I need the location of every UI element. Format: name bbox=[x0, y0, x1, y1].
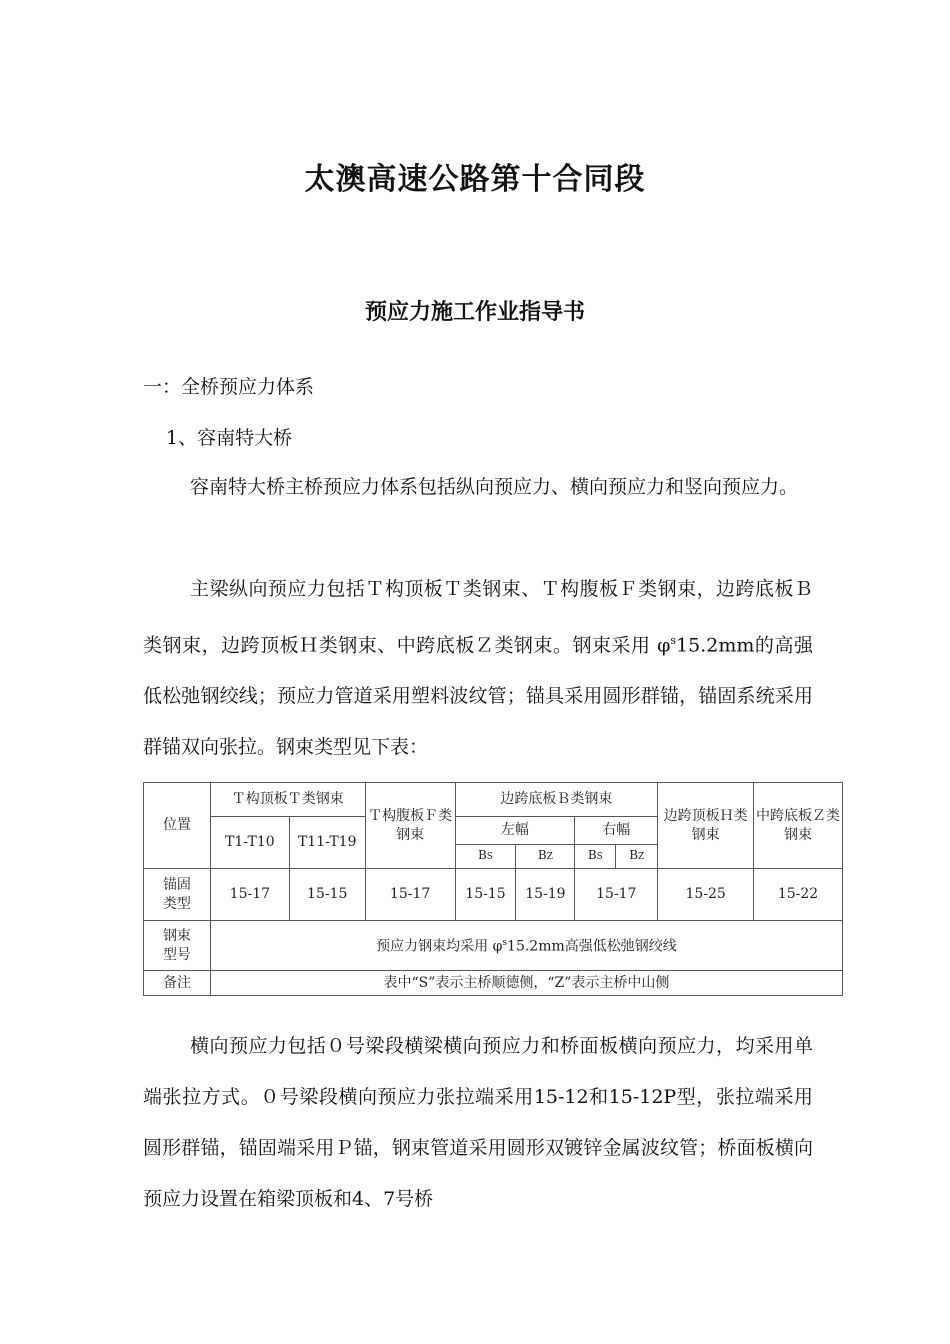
header-f-tendon: Ｔ构腹板Ｆ类钢束 bbox=[365, 783, 455, 869]
row-label-anchor bbox=[144, 869, 211, 921]
paragraph-2-text-b: 15.2mm的高强低松弛钢绞线；预应力管道采用塑料波纹管；锚具采用圆形群锚，锚固系统采用群锚双向张拉。钢束类型见下表： bbox=[143, 634, 813, 759]
header-h-tendon: 边跨顶板Ｈ类钢束 bbox=[658, 783, 754, 869]
bs-subscript: S bbox=[486, 852, 493, 862]
document-subtitle: 预应力施工作业指导书 bbox=[364, 300, 585, 325]
cell-left-bz: 15-19 bbox=[516, 869, 575, 921]
header-right-bz bbox=[616, 845, 658, 869]
row-label-model-text: 钢束型号 bbox=[162, 927, 191, 963]
header-b-group: 边跨底板Ｂ类钢束 bbox=[455, 783, 658, 817]
cell-left-bs: 15-15 bbox=[455, 869, 516, 921]
header-z-tendon: 中跨底板Ｚ类钢束 bbox=[754, 783, 843, 869]
header-right-bs bbox=[575, 845, 616, 869]
cell-t1: 15-17 bbox=[210, 869, 289, 921]
cell-h: 15-25 bbox=[658, 869, 754, 921]
row-label-model bbox=[144, 921, 211, 971]
model-text-a: 预应力钢束均采用 φ bbox=[376, 938, 503, 955]
model-superscript: s bbox=[502, 938, 508, 949]
cell-model bbox=[210, 921, 842, 971]
cell-right: 15-17 bbox=[575, 869, 658, 921]
row-label-anchor-text: 锚固类型 bbox=[162, 876, 191, 912]
document-title: 太澳高速公路第十合同段 bbox=[304, 162, 646, 197]
bz-base: B bbox=[629, 848, 639, 862]
paragraph-1: 容南特大桥主桥预应力体系包括纵向预应力、横向预应力和竖向预应力。 bbox=[190, 476, 799, 498]
bz-base: B bbox=[537, 848, 547, 862]
bs-subscript: S bbox=[596, 852, 603, 862]
tendon-type-table bbox=[143, 782, 843, 996]
bz-subscript: Z bbox=[546, 852, 553, 862]
paragraph-2-text-a: 主梁纵向预应力包括Ｔ构顶板Ｔ类钢束、Ｔ构腹板Ｆ类钢束，边跨底板Ｂ类钢束，边跨顶板Ｈ类钢束、中跨底板Ｚ类钢束。钢束采用 φ bbox=[143, 578, 813, 657]
header-t11-t19: T11-T19 bbox=[289, 817, 365, 869]
paragraph-2-superscript: s bbox=[670, 634, 677, 647]
cell-t2: 15-15 bbox=[289, 869, 365, 921]
header-position: 位置 bbox=[144, 783, 211, 869]
section-heading: 一：全桥预应力体系 bbox=[143, 376, 315, 398]
bz-subscript: Z bbox=[638, 852, 645, 862]
paragraph-3: 横向预应力包括０号梁段横梁横向预应力和桥面板横向预应力，均采用单端张拉方式。０号梁段横向预应力张拉端采用15-12和15-12P型，张拉端采用圆形群锚，锚固端采用Ｐ锚，钢束管道采用圆形双镀锌金属波纹管；桥面板横向预应力设置在箱梁顶板和4、7号桥 bbox=[143, 1035, 813, 1210]
bs-base: B bbox=[477, 848, 487, 862]
cell-note: 表中“S”表示主桥顺德侧，“Z”表示主桥中山侧 bbox=[210, 971, 842, 996]
header-left-side: 左幅 bbox=[455, 817, 575, 845]
cell-z: 15-22 bbox=[754, 869, 843, 921]
header-t-group: Ｔ构顶板Ｔ类钢束 bbox=[210, 783, 365, 817]
row-label-note: 备注 bbox=[144, 971, 211, 996]
cell-f: 15-17 bbox=[365, 869, 455, 921]
header-t1-t10: T1-T10 bbox=[210, 817, 289, 869]
header-left-bz bbox=[516, 845, 575, 869]
subsection-heading: 1、容南特大桥 bbox=[166, 427, 293, 449]
bs-base: B bbox=[587, 848, 597, 862]
model-text-b: 15.2mm高强低松弛钢绞线 bbox=[507, 938, 677, 955]
header-right-side: 右幅 bbox=[575, 817, 658, 845]
paragraph-2 bbox=[143, 564, 813, 773]
header-left-bs bbox=[455, 845, 516, 869]
